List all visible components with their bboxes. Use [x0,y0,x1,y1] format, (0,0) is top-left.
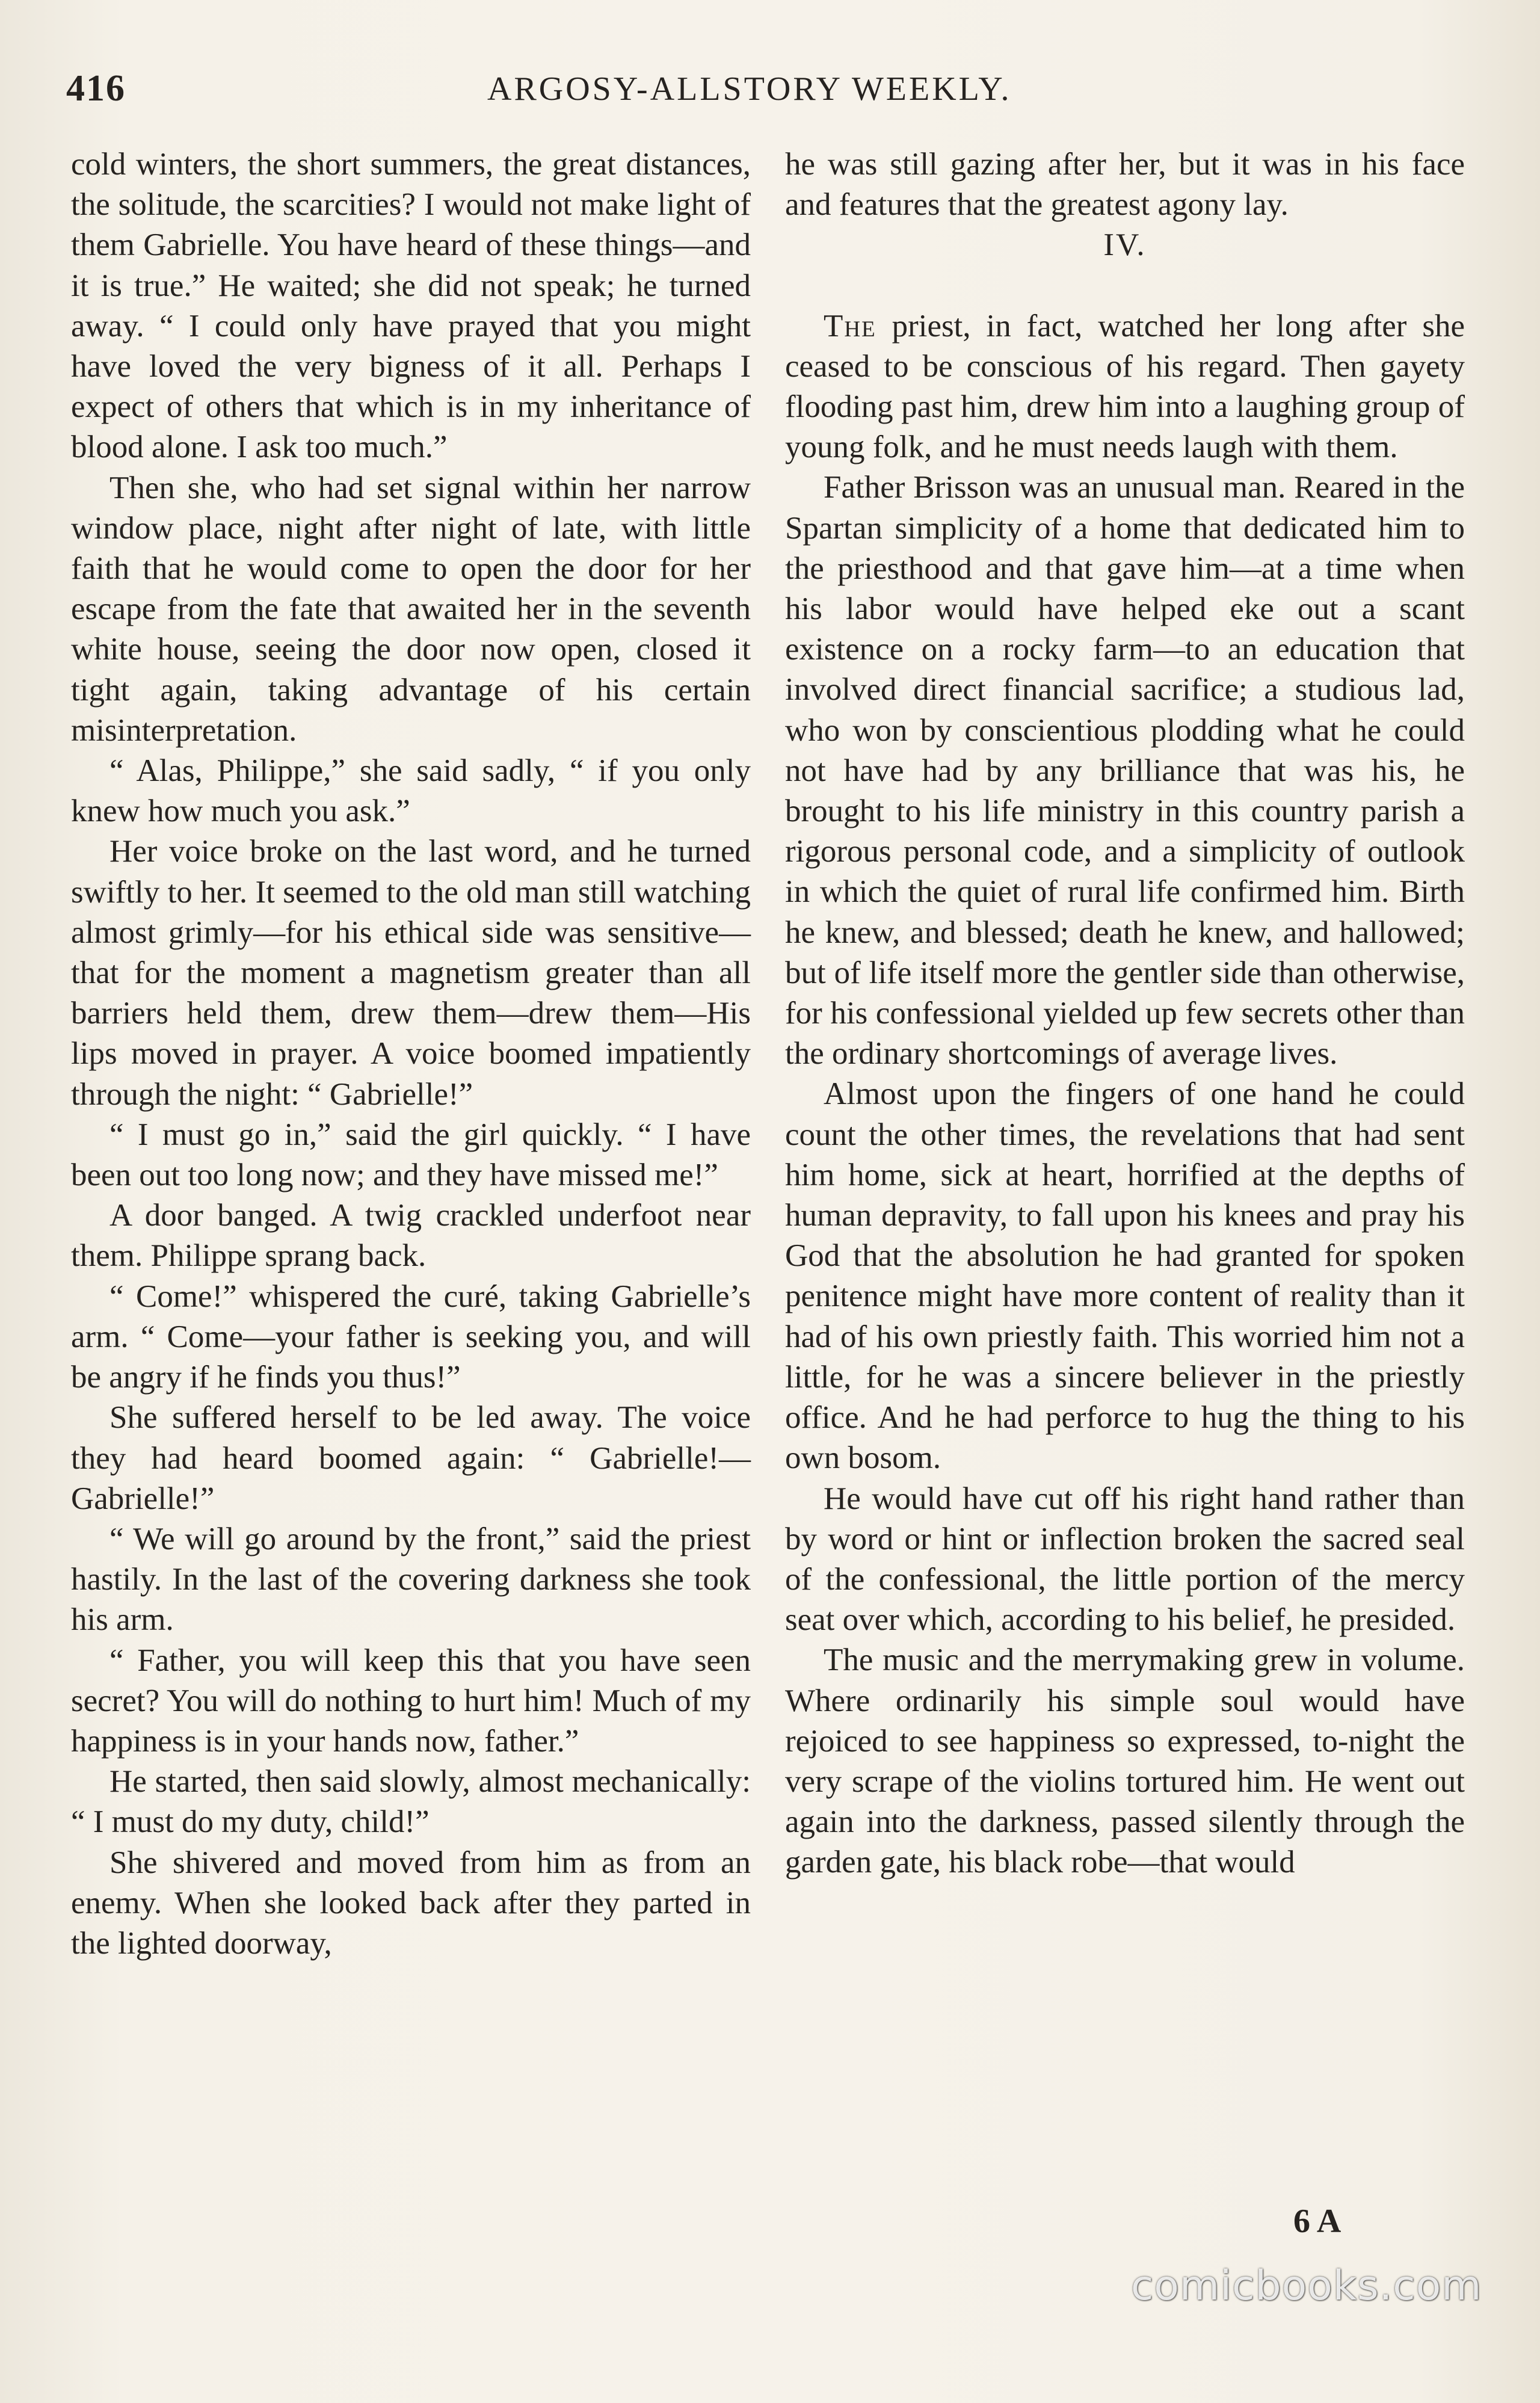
paragraph: “ We will go around by the front,” said the priest hastily. In the last of the covering darkness she took his arm. [71,1521,751,1638]
paragraph: She suffered herself to be led away. The voice they had heard boomed again: “ Gabrielle!—Gabrielle!” [71,1400,751,1516]
section-first-word: The [824,308,876,344]
watermark: comicbooks.com [1131,2262,1482,2310]
left-column [71,144,751,1964]
paragraph: He would have cut off his right hand rather than by word or hint or inflection broken the sacred seal of the confessional, the little portion of the mercy seat over which, according to his belief, he presided. [785,1481,1465,1638]
paragraph: A door banged. A twig crackled underfoot near them. Philippe sprang back. [71,1198,751,1274]
section-first-text: priest, in fact, watched her long after she ceased to be conscious of his regard. Then gayety flooding past him, drew him into a laughing group of young folk, and he must needs laugh with them. [785,308,1465,465]
paragraph: cold winters, the short summers, the great distances, the solitude, the scarcities? I would not make light of them Gabrielle. You have heard of these things—and it is true.” He waited; she did not speak; he turned away. “ I could only have prayed that you might have loved the very bigness of it all. Perhaps I expect of others that which is in my inheritance of blood alone. I ask too much.” [71,147,751,465]
paragraph: he was still gazing after her, but it was in his face and features that the greatest agony lay. [785,147,1465,223]
paragraph: Then she, who had set signal within her narrow window place, night after night of late, with little faith that he would come to open the door for her escape from the fate that awaited her in the seventh white house, seeing the door now open, closed it tight again, taking advantage of his certain misinterpretation. [71,470,751,748]
paragraph: “ I must go in,” said the girl quickly. “ I have been out too long now; and they have missed me!” [71,1117,751,1193]
paragraph: Father Brisson was an unusual man. Reared in the Spartan simplicity of a home that dedicated him to the priesthood and that gave him—at a time when his labor would have helped eke out a scant existence on a rocky farm—to an education that involved direct financial sacrifice; a studious lad, who won by conscientious plodding what he could not have had by any brilliance that was his, he brought to his life ministry in this country parish a rigorous personal code, and a simplicity of outlook in which the quiet of rural life confirmed him. Birth he knew, and blessed; death he knew, and hallowed; but of life itself more the gentler side than otherwise, for his confessional yielded up few secrets other than the ordinary shortcomings of average lives. [785,470,1465,1072]
running-title: ARGOSY-ALLSTORY WEEKLY. [487,70,1012,108]
paragraph: The music and the merrymaking grew in volume. Where ordinarily his simple soul would have rejoiced to see happiness so expressed, to-night the very scrape of the violins tortured him. He went out again into the darkness, passed silently through the garden gate, his black robe—that would [785,1643,1465,1880]
section-heading: IV. [1103,227,1147,263]
section-opening-paragraph [785,306,1465,468]
page-header [66,67,1468,122]
paragraph: “ Father, you will keep this that you have seen secret? You will do nothing to hurt him! Much of my happiness is in your hands now, father.” [71,1643,751,1759]
paragraph: He started, then said slowly, almost mechanically: “ I must do my duty, child!” [71,1764,751,1840]
paragraph: She shivered and moved from him as from an enemy. When she looked back after they parted in the lighted doorway, [71,1845,751,1961]
paragraph: “ Come!” whispered the curé, taking Gabrielle’s arm. “ Come—your father is seeking you, and will be angry if he finds you thus!” [71,1279,751,1395]
paragraph: Almost upon the fingers of one hand he could count the other times, the revelations that had sent him home, sick at heart, horrified at the depths of human depravity, to fall upon his knees and pray his God that the absolution he had granted for spoken penitence might have more content of reality than it had of his own priestly faith. This worried him not a little, for he was a sincere believer in the priestly office. And he had perforce to hug the thing to his own bosom. [785,1076,1465,1476]
page-number: 416 [66,68,126,109]
paragraph: “ Alas, Philippe,” she said sadly, “ if you only knew how much you ask.” [71,753,751,829]
paragraph: Her voice broke on the last word, and he turned swiftly to her. It seemed to the old man still watching almost grimly—for his ethical side was sensitive—that for the moment a magnetism greater than all barriers held them, drew them—drew them—His lips moved in prayer. A voice boomed impatiently through the night: “ Gabrielle!” [71,834,751,1112]
right-column [785,144,1465,1883]
signature-mark: 6 A [1293,2203,1341,2240]
